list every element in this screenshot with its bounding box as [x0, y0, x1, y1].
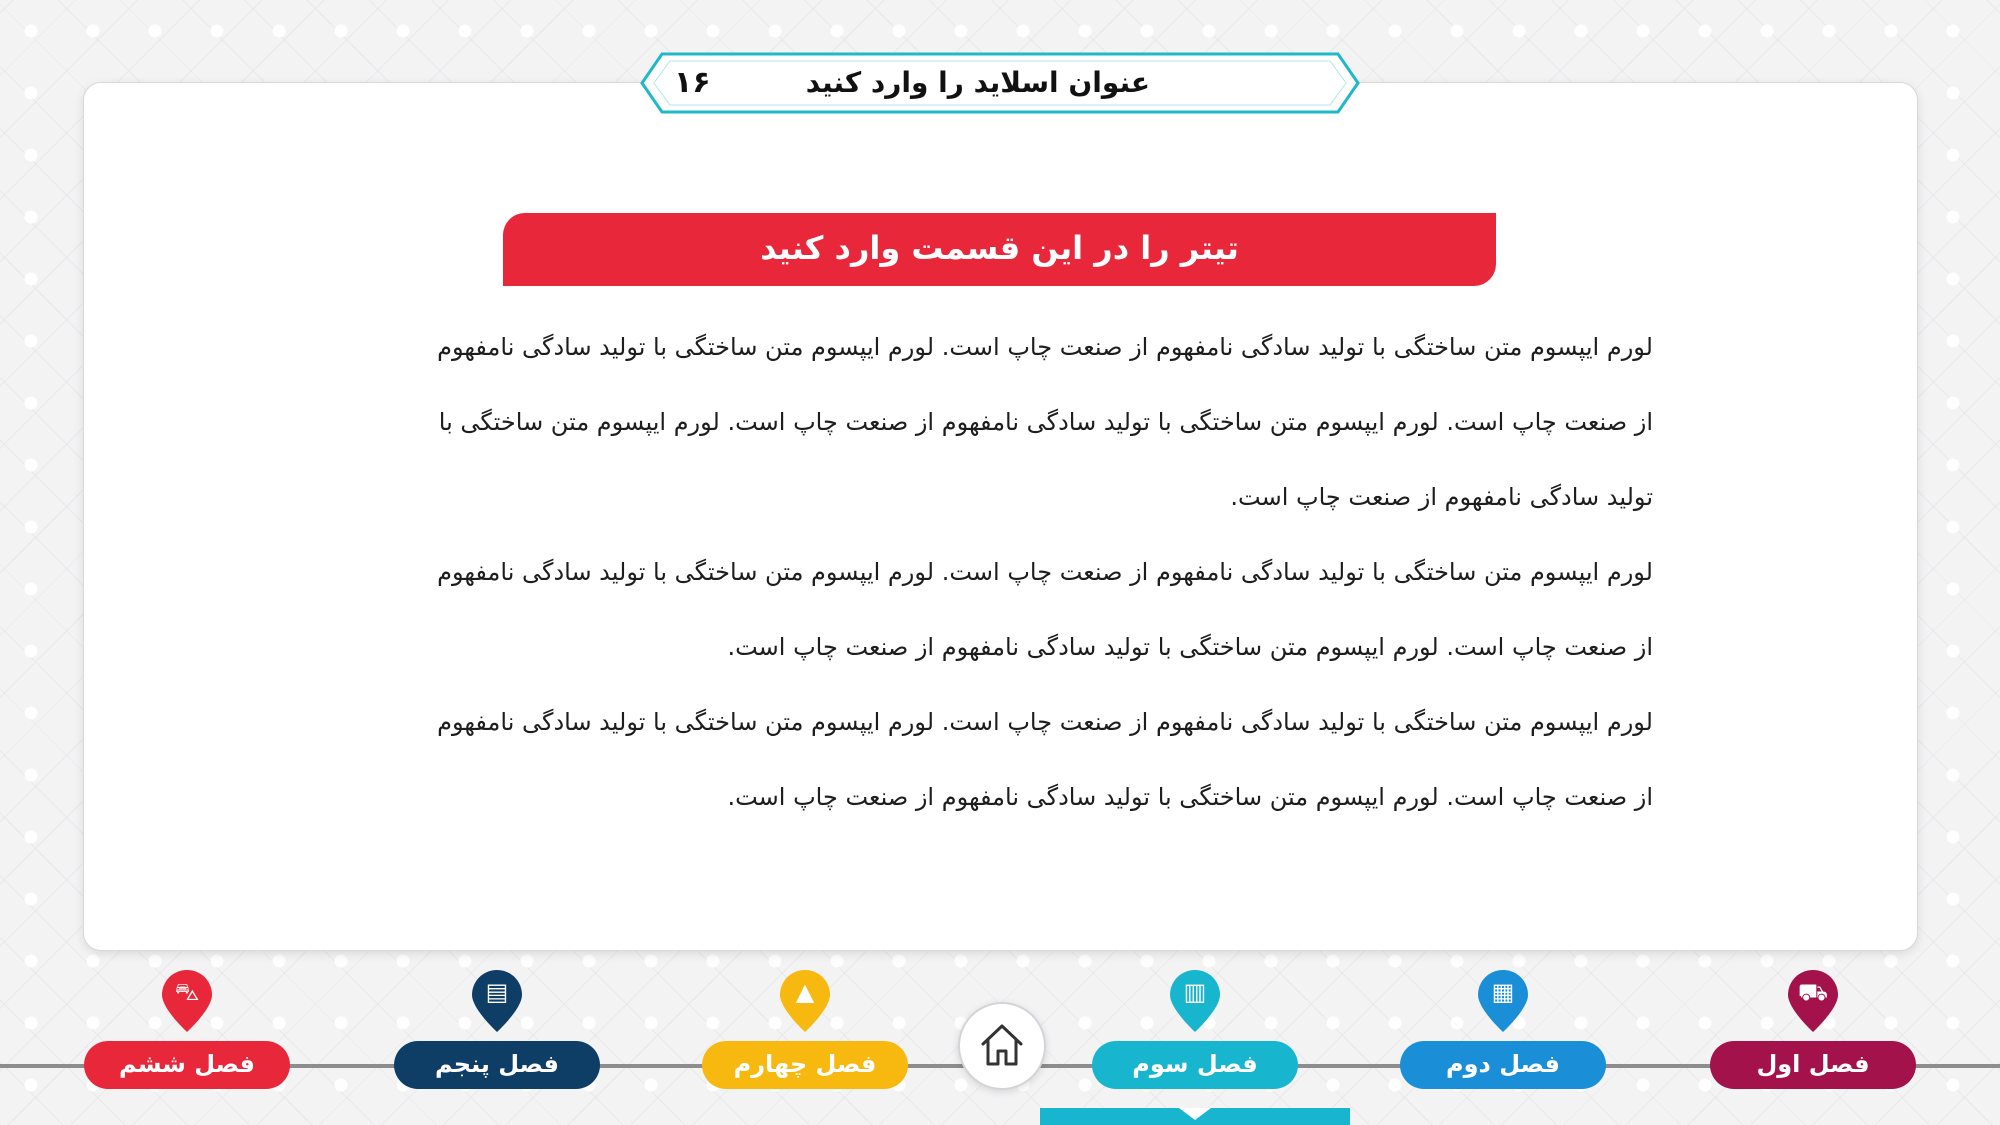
chapter-3-label: فصل سوم [1092, 1041, 1298, 1089]
building-icon: ▦ [1476, 968, 1530, 1034]
chapter-2-label: فصل دوم [1400, 1041, 1606, 1089]
text-line: لورم ایپسوم متن ساختگی با تولید سادگی نامفهوم از صنعت چاپ است. لورم ایپسوم متن ساختگی با تولید سادگی نامفهوم [437, 333, 1653, 361]
cars-icon: ⛟ [1786, 968, 1840, 1034]
road-icon: ▲ [778, 968, 832, 1034]
text-line: تولید سادگی نامفهوم از صنعت چاپ است. [1230, 483, 1653, 511]
home-icon [980, 1022, 1024, 1068]
body-text [345, 310, 1653, 835]
warehouse-icon: ▥ [1168, 968, 1222, 1034]
slide-title: عنوان اسلاید را وارد کنید [805, 66, 1150, 99]
section-heading: تیتر را در این قسمت وارد کنید [503, 213, 1496, 286]
chapter-4-button[interactable] [702, 968, 908, 1092]
chapter-1-button[interactable] [1710, 968, 1916, 1092]
chapter-1-label: فصل اول [1710, 1041, 1916, 1089]
text-line: لورم ایپسوم متن ساختگی با تولید سادگی نامفهوم از صنعت چاپ است. لورم ایپسوم متن ساختگی با تولید سادگی نامفهوم [437, 708, 1653, 736]
text-line: از صنعت چاپ است. لورم ایپسوم متن ساختگی با تولید سادگی نامفهوم از صنعت چاپ است. [727, 633, 1653, 661]
car-icon: ⛍ [160, 968, 214, 1034]
text-line: از صنعت چاپ است. لورم ایپسوم متن ساختگی با تولید سادگی نامفهوم از صنعت چاپ است. [727, 783, 1653, 811]
chapter-4-label: فصل چهارم [702, 1041, 908, 1089]
slide-number: ۱۶ [674, 65, 711, 100]
chapter-6-button[interactable] [84, 968, 290, 1092]
chapter-2-button[interactable] [1400, 968, 1606, 1092]
chapter-5-button[interactable] [394, 968, 600, 1092]
office-building-icon: ▤ [470, 968, 524, 1034]
text-line: از صنعت چاپ است. لورم ایپسوم متن ساختگی با تولید سادگی نامفهوم از صنعت چاپ است. لورم ایپسوم متن ساختگی با [438, 408, 1653, 436]
active-indicator-notch [1179, 1108, 1211, 1120]
chapter-6-label: فصل ششم [84, 1041, 290, 1089]
home-button[interactable] [958, 1002, 1046, 1090]
chapter-3-button[interactable] [1092, 968, 1298, 1092]
text-line: لورم ایپسوم متن ساختگی با تولید سادگی نامفهوم از صنعت چاپ است. لورم ایپسوم متن ساختگی با تولید سادگی نامفهوم [437, 558, 1653, 586]
chapter-5-label: فصل پنجم [394, 1041, 600, 1089]
slide-title-frame [640, 52, 1360, 114]
